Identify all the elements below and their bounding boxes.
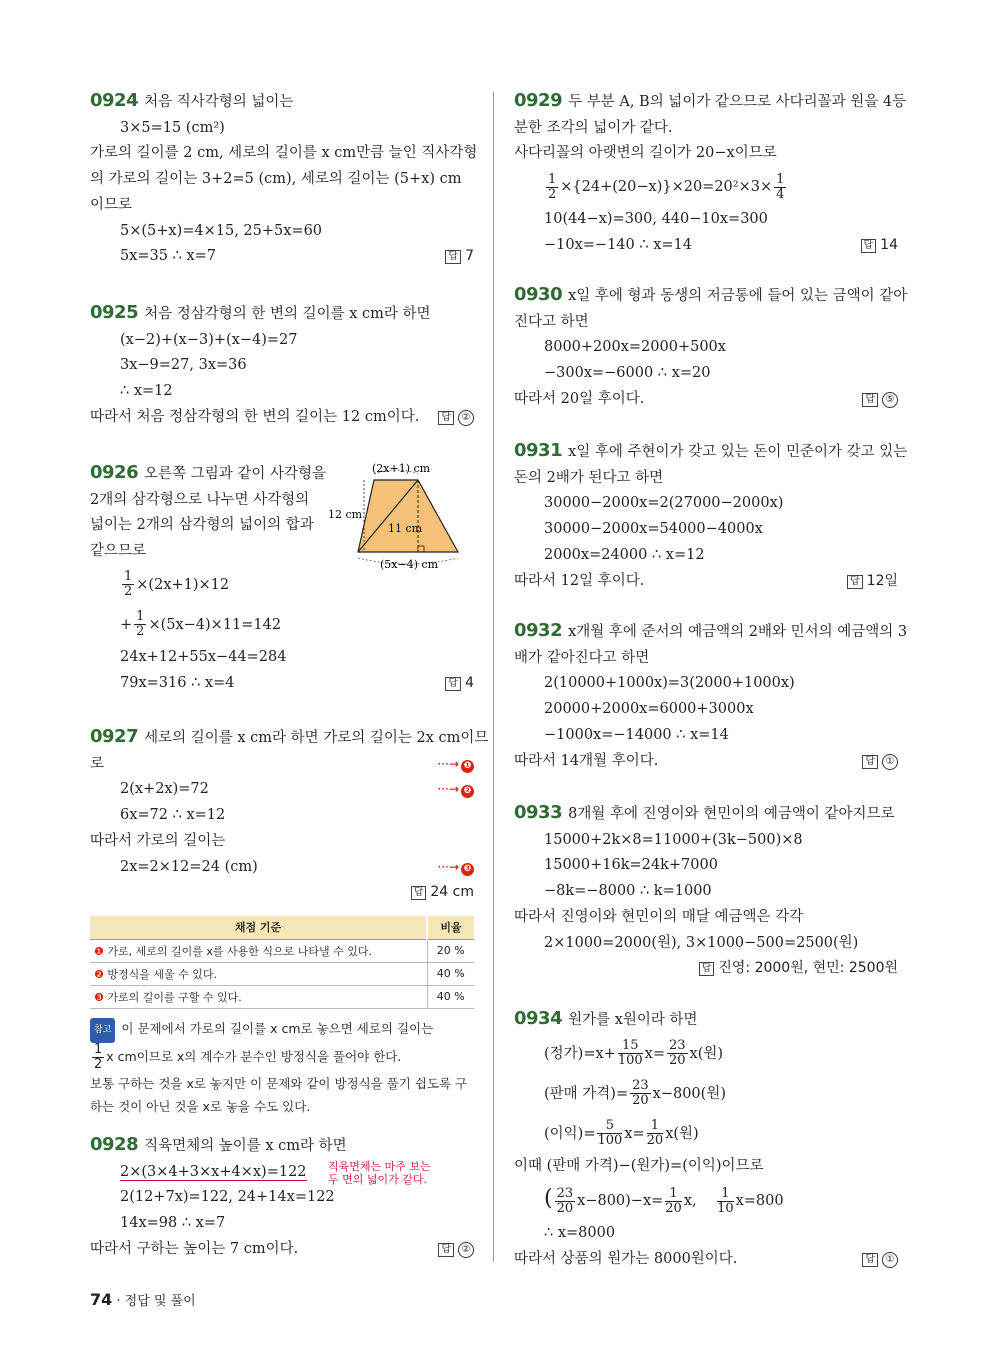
equation: 5x=35 ∴ x=7: [120, 248, 216, 265]
text-line: 두 부분 A, B의 넓이가 같으므로 사다리꼴과 원을 4등: [568, 94, 907, 110]
problem-0927: [90, 724, 489, 1132]
problem-number: 0934: [514, 1008, 563, 1029]
text-line: 분한 조각의 넓이가 같다.: [514, 119, 673, 136]
text-line: 따라서 처음 정삼각형의 한 변의 길이는 12 cm이다.: [90, 408, 420, 425]
answer: 답 ⑤: [862, 387, 898, 413]
answer-icon: 답: [699, 962, 715, 976]
answer: 답 24 cm: [411, 880, 474, 906]
equation: 24x+12+55x−44=284: [120, 648, 287, 665]
table-row: ❶ 가로, 세로의 길이를 x를 사용한 식으로 나타낼 수 있다. 20 %: [90, 939, 474, 962]
problem-0929: [514, 88, 907, 282]
equation: 8000+200x=2000+500x: [544, 339, 726, 356]
text-line: 이때 (판매 가격)−(원가)=(이익)이므로: [514, 1157, 764, 1174]
text-line: 가로의 길이를 2 cm, 세로의 길이를 x cm만큼 늘인 직사각형: [90, 145, 478, 162]
text-line: 이므로: [90, 196, 133, 213]
answer-icon: 답: [862, 1253, 878, 1267]
step-marker-1: ···→ ❶: [438, 752, 475, 778]
equation: $\frac{1}{2}$ ×(2x+1)×12: [124, 569, 230, 600]
answer-icon: 답: [862, 755, 878, 769]
page-number: 74: [90, 1290, 113, 1309]
equation: ∴ x=12: [120, 383, 173, 400]
text-line: 사다리꼴의 아랫변의 길이가 20−x이므로: [514, 145, 777, 162]
problem-0934: [514, 1006, 898, 1273]
side-note: 직육면체는 마주 보는 두 면의 넓이가 같다.: [328, 1159, 431, 1186]
fraction: $\frac{1}{2}$: [548, 171, 557, 202]
problem-number: 0927: [90, 726, 139, 747]
footer-label: 정답 및 풀이: [124, 1294, 196, 1309]
equation: 10(44−x)=300, 440−10x=300: [544, 211, 768, 228]
equation: −300x=−6000 ∴ x=20: [544, 365, 711, 382]
equation: 2×1000=2000(원), 3×1000−500=2500(원): [544, 934, 859, 951]
text-line: 처음 정삼각형의 한 변의 길이를 x cm라 하면: [144, 306, 431, 322]
answer: 답 4: [445, 671, 474, 697]
answer: 답 진영: 2000원, 현민: 2500원: [699, 956, 898, 982]
left-column: [90, 88, 489, 1263]
answer-icon: 답: [861, 239, 877, 253]
text-line: 따라서 상품의 원가는 8000원이다.: [514, 1251, 738, 1268]
answer: 답 ②: [438, 1237, 474, 1263]
equation: 30000−2000x=2(27000−2000x): [544, 495, 784, 512]
answer-icon: 답: [847, 575, 863, 589]
problem-number: 0925: [90, 302, 139, 323]
answer: 답 ②: [438, 405, 474, 431]
table-row: ❸ 가로의 길이를 구할 수 있다. 40 %: [90, 985, 474, 1008]
problem-0926: [90, 460, 474, 724]
equation: (정가)=x+ $\frac{15}{100}$ x= $\frac{23}{20}$ x(원): [544, 1038, 724, 1069]
column-divider: [493, 92, 494, 1262]
equation: 6x=72 ∴ x=12: [120, 807, 226, 824]
equation: 3x−9=27, 3x=36: [120, 357, 247, 374]
answer: 답 7: [445, 244, 474, 270]
problem-0924: [90, 88, 478, 300]
equation: 20000+2000x=6000+3000x: [544, 701, 754, 718]
equation: 3×5=15 (cm²): [120, 119, 225, 136]
step-marker-2: ···→ ❷: [438, 777, 475, 803]
equation: 15000+16k=24k+7000: [544, 857, 718, 874]
text-line: 의 가로의 길이는 3+2=5 (cm), 세로의 길이는 (5+x) cm: [90, 171, 462, 188]
equation: 2000x=24000 ∴ x=12: [544, 546, 705, 563]
fraction: $\frac{1}{2}$: [94, 1041, 103, 1072]
text-line: 오른쪽 그림과 같이 사각형을: [144, 466, 327, 482]
equation: (이익)= $\frac{5}{100}$ x= $\frac{1}{20}$ x(원): [544, 1118, 699, 1149]
text-line: 원가를 x원이라 하면: [568, 1012, 698, 1028]
table-header: 비율: [427, 916, 474, 940]
answer: 답 ①: [862, 749, 898, 775]
equation: (x−2)+(x−3)+(x−4)=27: [120, 331, 298, 348]
problem-0933: [514, 800, 898, 1006]
problem-number: 0930: [514, 284, 563, 305]
equation: ∴ x=8000: [544, 1225, 616, 1242]
problem-number: 0931: [514, 440, 563, 461]
text-line: 따라서 가로의 길이는: [90, 832, 226, 849]
problem-0925: [90, 300, 474, 460]
text-line: 따라서 12일 후이다.: [514, 572, 645, 589]
text-line: 처음 직사각형의 넓이는: [144, 94, 294, 110]
answer: 답 12일: [847, 569, 898, 595]
text-line: 배가 같아진다고 하면: [514, 649, 650, 666]
fraction: $\frac{1}{2}$: [136, 609, 145, 640]
problem-0931: [514, 438, 908, 618]
text-line: 2개의 삼각형으로 나누면 사각형의: [90, 491, 310, 508]
answer-icon: 답: [411, 886, 427, 900]
note-tag: 참고: [90, 1018, 115, 1043]
page-footer: 74 · 정답 및 풀이: [90, 1290, 196, 1309]
equation: 2(12+7x)=122, 24+14x=122: [120, 1189, 335, 1206]
problem-0932: [514, 618, 908, 800]
answer-icon: 답: [445, 677, 461, 691]
problem-number: 0928: [90, 1134, 139, 1155]
problem-0928: [90, 1132, 474, 1263]
text-line: 세로의 길이를 x cm라 하면 가로의 길이는 2x cm이므: [144, 730, 489, 746]
answer: 답 14: [861, 233, 899, 259]
answer-icon: 답: [862, 393, 878, 407]
equation: −10x=−140 ∴ x=14: [544, 236, 692, 253]
answer-icon: 답: [445, 250, 461, 264]
equation: 2(x+2x)=72: [120, 781, 209, 798]
scoring-table: [90, 916, 474, 1009]
right-column: [514, 88, 908, 1273]
table-row: ❷ 방정식을 세울 수 있다. 40 %: [90, 962, 474, 985]
equation: 30000−2000x=54000−4000x: [544, 521, 763, 538]
equation: + $\frac{1}{2}$ ×(5x−4)×11=142: [120, 609, 282, 640]
reference-note: 참고 이 문제에서 가로의 길이를 x cm로 놓으면 세로의 길이는 $\frac{1}{2}$ x cm이므로 x의 계수가 분수인 방정식을 풀어야 한다. 보통 구하는 것을 x로 놓지만 이 문제와 같이 방정식을 풀기 쉽도록 구 하는 것이 아닌 것을 x로 놓을 수도 있다.: [90, 1017, 474, 1118]
answer-icon: 답: [438, 411, 454, 425]
problem-number: 0932: [514, 620, 563, 641]
fraction: $\frac{1}{4}$: [776, 171, 785, 202]
text-line: 8개월 후에 진영이와 현민이의 예금액이 같아지므로: [568, 806, 895, 822]
problem-number: 0933: [514, 802, 563, 823]
problem-number: 0929: [514, 90, 563, 111]
text-line: x개월 후에 준서의 예금액의 2배와 민서의 예금액의 3: [568, 624, 908, 640]
text-line: 따라서 14개월 후이다.: [514, 752, 659, 769]
equation: ( $\frac{23}{20}$ x−800)−x= $\frac{1}{20}$ x, $\frac{1}{10}$ x=800: [544, 1185, 784, 1216]
problem-number: 0924: [90, 90, 139, 111]
fraction: $\frac{1}{2}$: [124, 569, 133, 600]
text-line: 따라서 진영이와 현민이의 매달 예금액은 각각: [514, 908, 804, 925]
equation: 79x=316 ∴ x=4: [120, 674, 235, 691]
problem-0930: [514, 282, 908, 438]
equation: (판매 가격)= $\frac{23}{20}$ x−800(원): [544, 1078, 726, 1109]
label-height: 11 cm: [388, 522, 423, 535]
label-bottom: (5x−4) cm: [380, 558, 439, 571]
equation: 2×(3×4+3×x+4×x)=122: [120, 1163, 307, 1180]
step-marker-3: ···→ ❸: [438, 855, 475, 881]
text-line: 돈의 2배가 된다고 하면: [514, 469, 664, 486]
text-line: x일 후에 주현이가 갖고 있는 돈이 민준이가 갖고 있는: [568, 444, 908, 460]
equation: 14x=98 ∴ x=7: [120, 1215, 226, 1232]
answer-icon: 답: [438, 1243, 454, 1257]
equation: 15000+2k×8=11000+(3k−500)×8: [544, 831, 803, 848]
equation: −1000x=−14000 ∴ x=14: [544, 726, 729, 743]
text-line: 직육면체의 높이를 x cm라 하면: [144, 1138, 347, 1154]
equation: 2(10000+1000x)=3(2000+1000x): [544, 675, 795, 692]
equation: $\frac{1}{2}$ ×{24+(20−x)}×20=20²×3× $\frac{1}{4}$: [548, 171, 785, 202]
problem-number: 0926: [90, 462, 139, 483]
equation: 5×(5+x)=4×15, 25+5x=60: [120, 222, 323, 239]
text-line: x일 후에 형과 동생의 저금통에 들어 있는 금액이 같아: [568, 288, 908, 304]
text-line: 따라서 20일 후이다.: [514, 390, 645, 407]
answer: 답 ①: [862, 1247, 898, 1273]
label-top: (2x+1) cm: [372, 462, 431, 475]
text-line: 넓이는 2개의 삼각형의 넓이의 합과: [90, 517, 314, 534]
text-line: 진다고 하면: [514, 313, 589, 330]
text-line: 같으므로: [90, 543, 147, 560]
equation: 2x=2×12=24 (cm): [120, 858, 258, 875]
text-line: 따라서 구하는 높이는 7 cm이다.: [90, 1240, 299, 1257]
text-line: 로: [90, 755, 105, 772]
equation: −8k=−8000 ∴ k=1000: [544, 883, 712, 900]
label-left: 12 cm: [328, 508, 363, 521]
table-header: 채점 기준: [90, 916, 427, 940]
